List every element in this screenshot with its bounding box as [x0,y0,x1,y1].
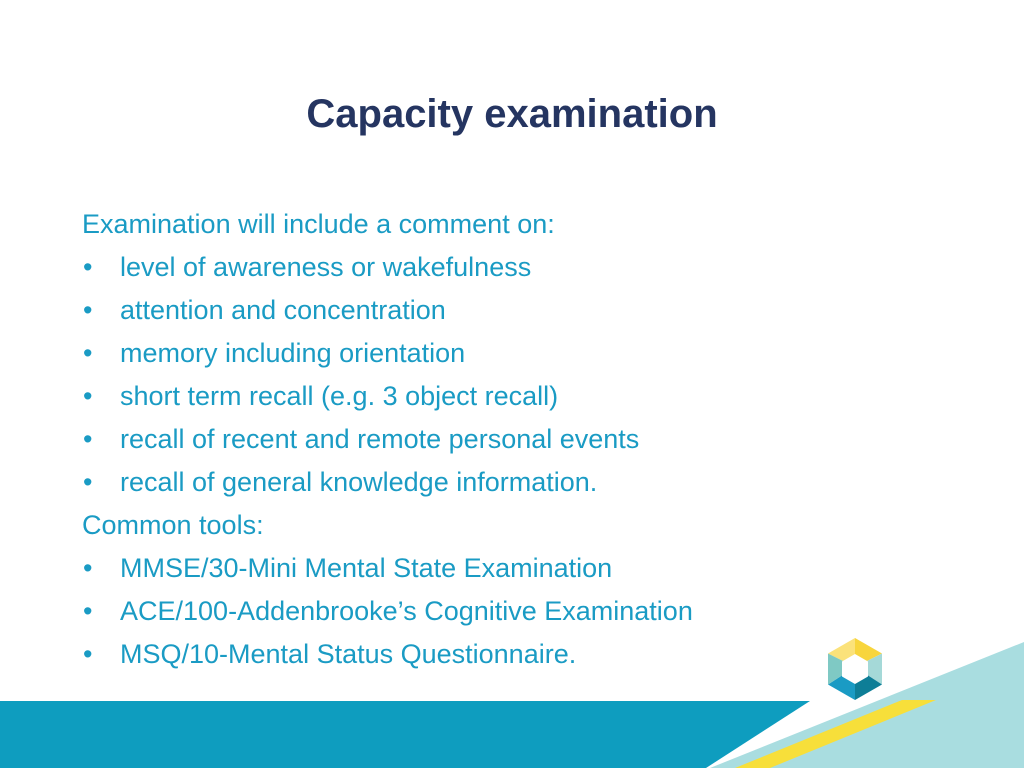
bullet-icon: • [83,338,93,368]
footer-teal-band [0,701,810,768]
bullet-icon: • [83,252,93,282]
list-item-text: recall of general knowledge information. [120,467,598,497]
list-item-text: MSQ/10-Mental Status Questionnaire. [120,639,577,669]
bullet-icon: • [83,553,93,583]
bullet-icon: • [83,639,93,669]
bullet-icon: • [83,467,93,497]
list-item-text: MMSE/30-Mini Mental State Examination [120,553,613,583]
hexagon-logo-icon [828,638,882,700]
list-item-text: level of awareness or wakefulness [120,252,532,282]
list-item-text: memory including orientation [120,338,466,368]
bullet-icon: • [83,295,93,325]
list-item-text: attention and concentration [120,295,446,325]
examination-intro: Examination will include a comment on: [82,209,555,239]
bullet-icon: • [83,424,93,454]
list-item-text: short term recall (e.g. 3 object recall) [120,381,559,411]
bullet-icon: • [83,381,93,411]
slide-title: Capacity examination [306,92,718,136]
list-item-text: ACE/100-Addenbrooke’s Cognitive Examination [120,596,693,626]
tools-heading: Common tools: [82,510,264,540]
list-item-text: recall of recent and remote personal events [120,424,640,454]
bullet-icon: • [83,596,93,626]
